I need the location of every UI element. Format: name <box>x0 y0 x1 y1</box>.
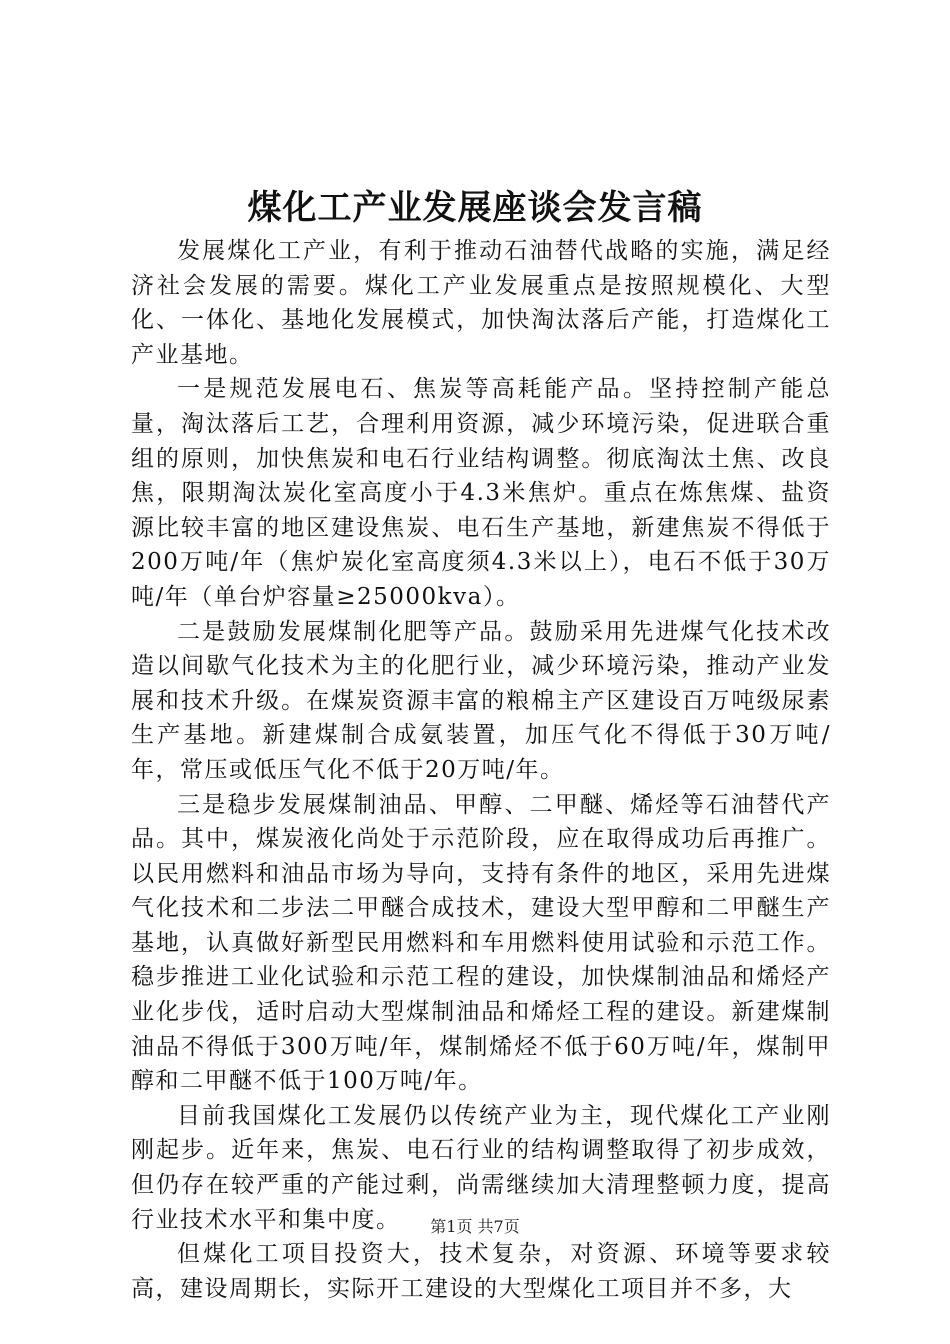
paragraph: 二是鼓励发展煤制化肥等产品。鼓励采用先进煤气化技术改造以间歇气化技术为主的化肥行业，减少环境污染，推动产业发展和技术升级。在煤炭资源丰富的粮棉主产区建设百万吨级尿素生产基地。新建煤制合成氨装置，加压气化不得低于30万吨/年，常压或低压气化不低于20万吨/年。 <box>131 618 831 783</box>
document-title: 煤化工产业发展座谈会发言稿 <box>247 188 703 228</box>
paragraph: 但煤化工项目投资大，技术复杂，对资源、环境等要求较高，建设周期长，实际开工建设的大型煤化工项目并不多，大 <box>131 1241 831 1302</box>
paragraph: 目前我国煤化工发展仍以传统产业为主，现代煤化工产业刚刚起步。近年来，焦炭、电石行业的结构调整取得了初步成效，但仍存在较严重的产能过剩，尚需继续加大清理整顿力度，提高行业技术水平和集中度。 <box>131 1102 831 1233</box>
document-body <box>131 234 831 1306</box>
page-number-footer: 第1页 共7页 <box>430 1217 520 1236</box>
paragraph: 三是稳步发展煤制油品、甲醇、二甲醚、烯烃等石油替代产品。其中，煤炭液化尚处于示范阶段，应在取得成功后再推广。以民用燃料和油品市场为导向，支持有条件的地区，采用先进煤气化技术和二步法二甲醚合成技术，建设大型甲醇和二甲醚生产基地，认真做好新型民用燃料和车用燃料使用试验和示范工作。稳步推进工业化试验和示范工程的建设，加快煤制油品和烯烃产业化步伐，适时启动大型煤制油品和烯烃工程的建设。新建煤制油品不得低于300万吨/年，煤制烯烃不低于60万吨/年，煤制甲醇和二甲醚不低于100万吨/年。 <box>131 791 831 1095</box>
paragraph: 发展煤化工产业，有利于推动石油替代战略的实施，满足经济社会发展的需要。煤化工产业发展重点是按照规模化、大型化、一体化、基地化发展模式，加快淘汰落后产能，打造煤化工产业基地。 <box>131 238 831 368</box>
paragraph: 一是规范发展电石、焦炭等高耗能产品。坚持控制产能总量，淘汰落后工艺，合理利用资源，减少环境污染，促进联合重组的原则，加快焦炭和电石行业结构调整。彻底淘汰土焦、改良焦，限期淘汰炭化室高度小于4.3米焦炉。重点在炼焦煤、盐资源比较丰富的地区建设焦炭、电石生产基地，新建焦炭不得低于200万吨/年（焦炉炭化室高度须4.3米以上），电石不低于30万吨/年（单台炉容量≥25000kva）。 <box>131 376 831 610</box>
